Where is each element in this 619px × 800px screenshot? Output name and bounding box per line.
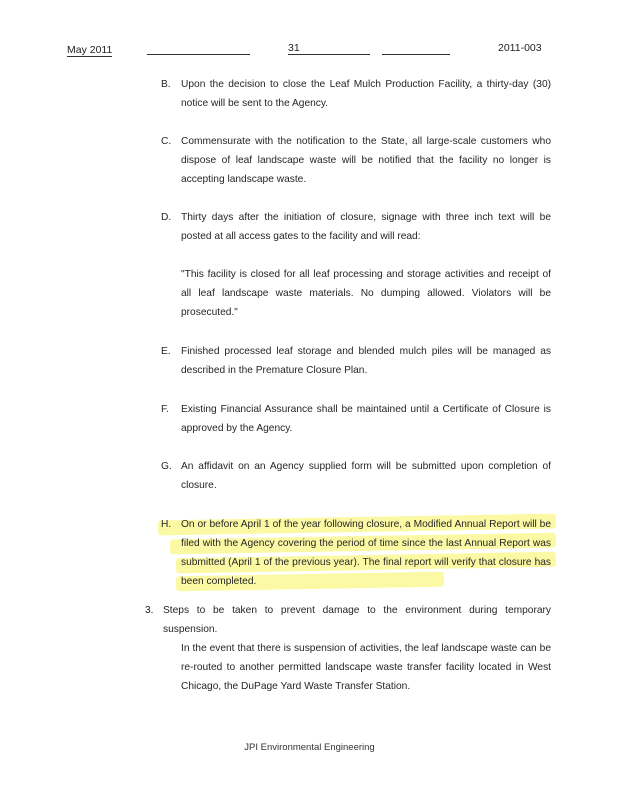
section-text: Steps to be taken to prevent damage to the environment during temporary suspension. <box>163 605 551 635</box>
item-text: Thirty days after the initiation of closure, signage with three inch text will be posted at all access gates to the facility and will read: <box>181 212 551 242</box>
item-text: On or before April 1 of the year following closure, a Modified Annual Report will be filed with the Agency covering the period of time since the last Annual Report was submitted (April 1 of the previous year). The final report will verify that closure has been completed. <box>181 519 551 587</box>
item-label: B. <box>161 79 171 90</box>
section-label: 3. <box>145 605 154 616</box>
item-label: F. <box>161 404 169 415</box>
header-rule <box>147 54 250 55</box>
item-label: E. <box>161 346 171 357</box>
item-label: G. <box>161 461 172 472</box>
header-date: May 2011 <box>67 44 113 56</box>
page-footer: JPI Environmental Engineering <box>244 742 375 753</box>
item-text: Finished processed leaf storage and blended mulch piles will be managed as described in the Premature Closure Plan. <box>181 346 551 376</box>
item-label: H. <box>161 519 172 530</box>
item-label: C. <box>161 136 172 147</box>
header-doc-number: 2011-003 <box>498 42 542 54</box>
item-text: Existing Financial Assurance shall be maintained until a Certificate of Closure is approved by the Agency. <box>181 404 551 434</box>
item-label: D. <box>161 212 172 223</box>
item-text: An affidavit on an Agency supplied form will be submitted upon completion of closure. <box>181 461 551 491</box>
header-rule <box>382 54 450 55</box>
item-text: Upon the decision to close the Leaf Mulch Production Facility, a thirty-day (30) notice will be sent to the Agency. <box>181 79 551 109</box>
header-rule <box>288 54 370 55</box>
section-3-detail: In the event that there is suspension of activities, the leaf landscape waste can be re-routed to another permitted landscape waste transfer facility located in West Chicago, the DuPage Yard Waste Transfer Station. <box>181 643 551 692</box>
signage-quote: "This facility is closed for all leaf processing and storage activities and receipt of all leaf landscape waste materials. No dumping allowed. Violators will be prosecuted." <box>181 269 551 318</box>
item-text: Commensurate with the notification to the State, all large-scale customers who dispose of leaf landscape waste will be notified that the facility no longer is accepting landscape waste. <box>181 136 551 185</box>
header-page-number: 31 <box>288 42 300 54</box>
